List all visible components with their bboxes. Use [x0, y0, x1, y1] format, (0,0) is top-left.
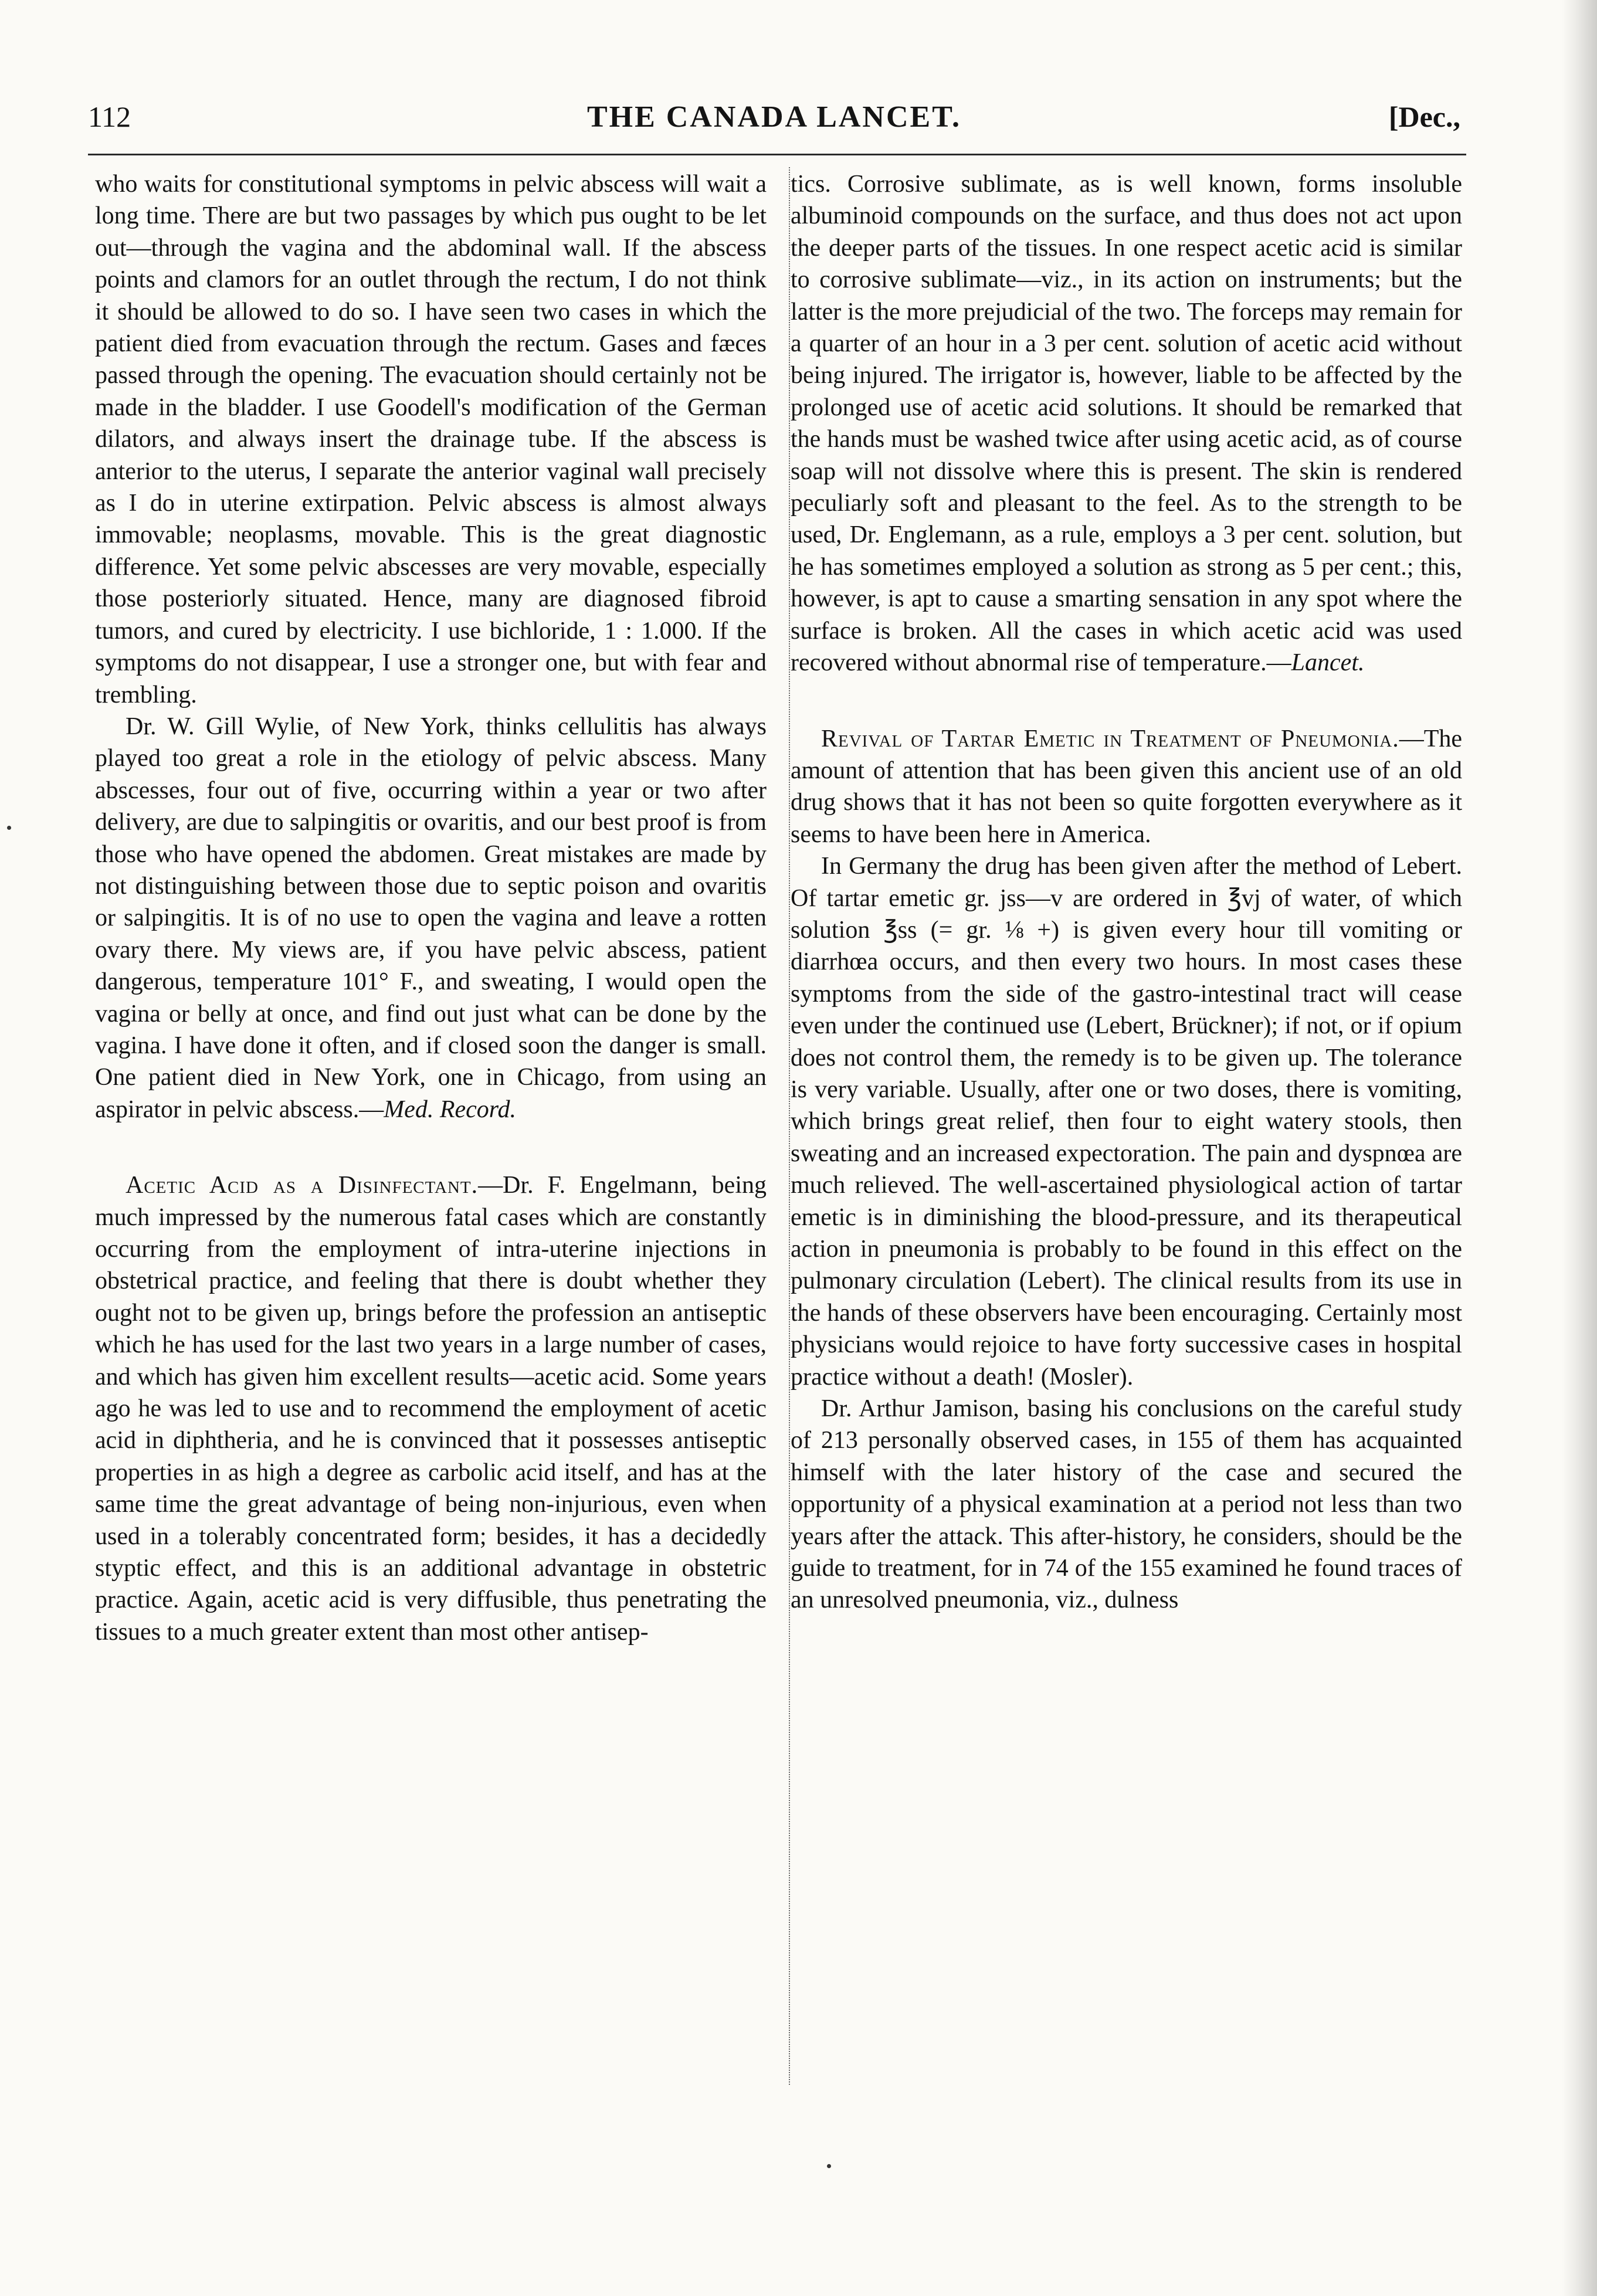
page-edge-shadow [1562, 0, 1597, 2296]
left-paragraph-2 [95, 711, 767, 1125]
tartar-emetic-text: —The amount of attention that has been given this ancient use of an old drug shows that it has not been so quite forgotten everywhere as it seems to have been here in America. [791, 725, 1462, 848]
source-citation-med-record: Med. Record. [384, 1096, 517, 1123]
section-heading-tartar-emetic: Revival of Tartar Emetic in Treatment of Pneumonia. [821, 725, 1399, 752]
left-paragraph-1: who waits for constitutional symptoms in pelvic abscess will wait a long time. There are but two passages by which pus ought to be let out—through the vagina and the abdominal wall. If the abscess points and clamors for an outlet through the rectum, I do not think it should be allowed to do so. I have seen two cases in which the patient died from evacuation through the rectum. Gases and fæces passed through the opening. The evacuation should certainly not be made in the bladder. I use Goodell's modification of the German dilators, and always insert the drainage tube. If the abscess is anterior to the uterus, I separate the anterior vaginal wall precisely as I do in uterine extirpation. Pelvic abscess is almost always immovable; neoplasms, movable. This is the great diagnostic difference. Yet some pelvic abscesses are very movable, especially those posteriorly situated. Hence, many are diagnosed fibroid tumors, and cured by electricity. I use bichloride, 1 : 1.000. If the symptoms do not disappear, I use a stronger one, but with fear and trembling. [95, 171, 767, 708]
header-rule [88, 154, 1466, 155]
right-paragraph-1 [791, 168, 1462, 679]
bottom-speck [827, 2164, 831, 2168]
wylie-text: Dr. W. Gill Wylie, of New York, thinks cellulitis has always played too great a role in the etiology of pelvic abscess. Many abscesses, four out of five, occurring within a year or two after delivery, are due to salpingitis or ovaritis, and our best proof is from those who have opened the abdomen. Great mistakes are made by not distinguishing between those due to septic poison and ovaritis or salpingitis. It is of no use to open the vagina and leave a rotten ovary there. My views are, if you have pelvic abscess, patient dangerous, temperature 101° F., and sweating, I would open the vagina or belly at once, and find out just what can be done by the vagina. I have done it often, and if closed soon the danger is small. One patient died in New York, one in Chicago, from using an aspirator in pelvic abscess.— [95, 713, 767, 1123]
left-column [95, 168, 767, 1648]
journal-title: THE CANADA LANCET. [586, 100, 962, 134]
antiseptic-text: tics. Corrosive sublimate, as is well known, forms insoluble albuminoid compounds on the surface, and thus does not act upon the deeper parts of the tissues. In one respect acetic acid is similar to corrosive sublimate—viz., in its action on instruments; but the latter is the more prejudicial of the two. The forceps may remain for a quarter of an hour in a 3 per cent. solution of acetic acid without being injured. The irrigator is, however, liable to be affected by the prolonged use of acetic acid solutions. It should be remarked that the hands must be washed twice after using acetic acid, as of course soap will not dissolve where this is present. The skin is rendered peculiarly soft and pleasant to the feel. As to the strength to be used, Dr. Englemann, as a rule, employs a 3 per cent. solution, but he has sometimes employed a solution as strong as 5 per cent.; this, however, is apt to cause a smarting sensation in any spot where the surface is broken. All the cases in which acetic acid was used recovered without abnormal rise of temperature.— [791, 171, 1462, 677]
page-number: 112 [88, 100, 131, 133]
left-paragraph-3 [95, 1169, 767, 1648]
right-paragraph-4: Dr. Arthur Jamison, basing his conclusions on the careful study of 213 personally observed cases, in 155 of them has acquainted himself with the later history of the case and secured the opportunity of a physical examination at a period not less than two years after the attack. This after-history, he considers, should be the guide to treatment, for in 74 of the 155 examined he found traces of an unresolved pneumonia, viz., dulness [791, 1395, 1462, 1614]
source-citation-lancet: Lancet. [1291, 649, 1365, 677]
right-paragraph-2 [791, 723, 1462, 851]
acetic-acid-text: —Dr. F. Engelmann, being much impressed by the numerous fatal cases which are constantly occurring from the employment of intra-uterine injections in obstetrical practice, and feeling that there is doubt whether they ought not to be given up, brings before the profession an antiseptic which he has used for the last two years in a large number of cases, and which has given him excellent results—acetic acid. Some years ago he was led to use and to recommend the employment of acetic acid in diphtheria, and he is convinced that it possesses antiseptic properties in as high a degree as carbolic acid itself, and has at the same time the great advantage of being non-injurious, even when used in a tolerably concentrated form; besides, it has a decidedly styptic effect, and this is an additional advantage in obstetric practice. Again, acetic acid is very diffusible, thus penetrating the tissues to a much greater extent than most other antisep- [95, 1172, 767, 1646]
right-column [791, 168, 1462, 1616]
right-paragraph-3: In Germany the drug has been given after the method of Lebert. Of tartar emetic gr. jss—v are ordered in ℥vj of water, of which solution ℥ss (= gr. ⅛ +) is given every hour till vomiting or diarrhœa occurs, and then every two hours. In most cases these symptoms from the side of the gastro-intestinal tract will cease even under the continued use (Lebert, Brückner); if not, or if opium does not control them, the remedy is to be given up. The tolerance is very variable. Usually, after one or two doses, there is vomiting, which brings great relief, then four to eight watery stools, then sweating and an increased expectoration. The pain and dyspnœa are much relieved. The well-ascertained physiological action of tartar emetic is in diminishing the blood-pressure, and its therapeutical action in pneumonia is probably to be found in this effect on the pulmonary circulation (Lebert). The clinical results from its use in the hands of these observers have been encouraging. Certainly most physicians would rejoice to have forty successive cases in hospital practice without a death! (Mosler). [791, 853, 1462, 1391]
page-header [88, 100, 1460, 147]
section-heading-acetic-acid: Acetic Acid as a Disinfectant. [126, 1172, 479, 1199]
margin-speck [7, 826, 11, 830]
issue-month: [Dec., [1388, 100, 1460, 133]
column-divider [789, 167, 790, 2085]
